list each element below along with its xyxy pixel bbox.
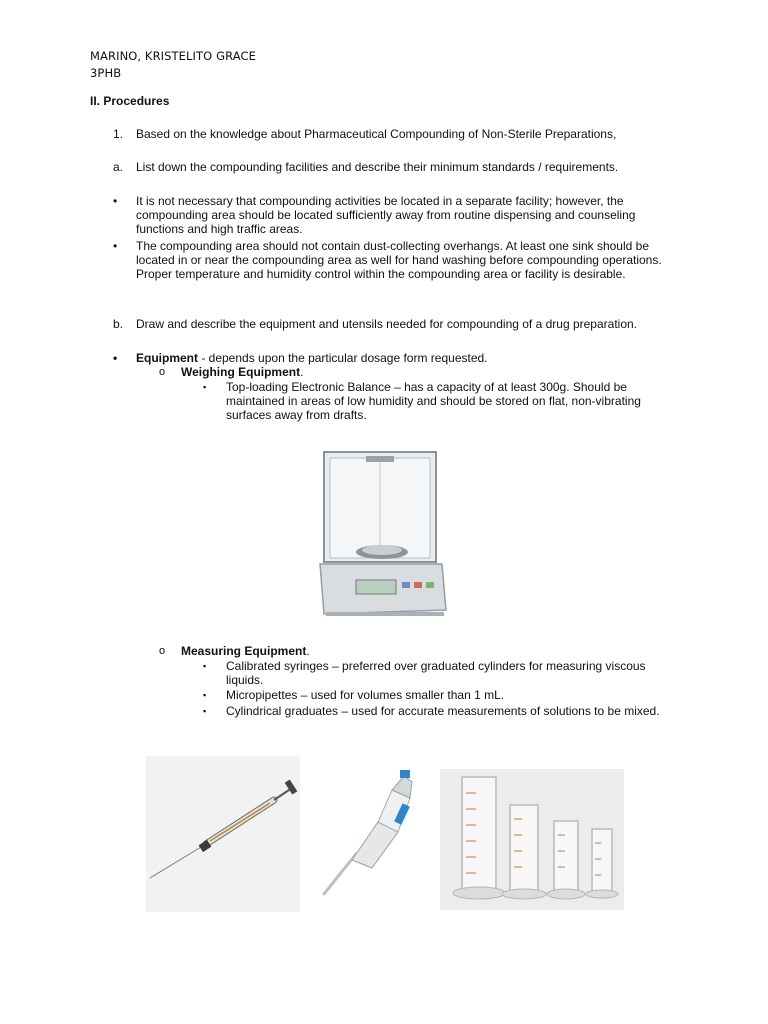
item-1-number: 1. xyxy=(113,127,124,141)
section-title: II. Procedures xyxy=(90,94,170,108)
bullet-marker: • xyxy=(113,194,118,208)
measuring-period: . xyxy=(306,644,310,658)
measuring-item-1: Calibrated syringes – preferred over graduated cylinders for measuring viscous liquids. xyxy=(226,659,646,687)
weighing-item-1: Top-loading Electronic Balance – has a capacity of at least 300g. Should be maintained in areas of low humidity and should be stored on flat, non-vibrating surfaces away from drafts. xyxy=(226,380,641,422)
measuring-label: Measuring Equipment xyxy=(181,644,307,658)
sub-bullet-marker: o xyxy=(159,366,166,378)
equipment-desc: - depends upon the particular dosage form requested. xyxy=(198,351,488,365)
square-bullet: ▪ xyxy=(203,382,207,392)
syringe-image xyxy=(146,756,300,912)
author-name: MARINO, KRISTELITO GRACE xyxy=(90,49,256,63)
measuring-item-2: Micropipettes – used for volumes smaller than 1 mL. xyxy=(226,688,505,702)
square-bullet: ▪ xyxy=(203,690,207,700)
measuring-heading xyxy=(181,644,310,658)
equipment-line xyxy=(136,351,696,365)
weighing-period: . xyxy=(300,365,304,379)
facility-bullet-1: It is not necessary that compounding activities be located in a separate facility; however, the compounding area should be located sufficiently away from routine dispensing and counseling functions and high traffic areas. xyxy=(136,194,636,236)
weighing-label: Weighing Equipment xyxy=(181,365,301,379)
micropipette-image xyxy=(312,770,436,902)
weighing-heading xyxy=(181,365,303,379)
item-1-text: Based on the knowledge about Pharmaceutical Compounding of Non-Sterile Preparations, xyxy=(136,127,617,141)
bullet-marker: • xyxy=(113,239,118,253)
item-a-label: a. xyxy=(113,160,124,174)
micropipette-drawing xyxy=(312,770,436,902)
equipment-label: Equipment xyxy=(136,351,198,365)
square-bullet: ▪ xyxy=(203,706,207,716)
facility-bullet-2: The compounding area should not contain dust-collecting overhangs. At least one sink should be located in or near the compounding area as well for hand washing before compounding operations. Proper temperature and humidity control within the compounding area or facility is desirable. xyxy=(136,239,662,281)
square-bullet: ▪ xyxy=(203,661,207,671)
item-b-label: b. xyxy=(113,317,124,331)
syringe-drawing xyxy=(146,756,300,912)
author-section: 3PHB xyxy=(90,66,122,80)
analytical-balance-image xyxy=(316,442,450,624)
measuring-item-3: Cylindrical graduates – used for accurate measurements of solutions to be mixed. xyxy=(226,704,660,718)
item-a-text: List down the compounding facilities and describe their minimum standards / requirements. xyxy=(136,160,619,174)
item-b-text: Draw and describe the equipment and utensils needed for compounding of a drug preparation. xyxy=(136,317,637,331)
graduated-cylinders-image xyxy=(440,769,624,910)
sub-bullet-marker: o xyxy=(159,645,166,657)
balance-drawing xyxy=(316,442,450,624)
cylinders-drawing xyxy=(440,769,624,910)
bullet-marker: • xyxy=(113,351,118,365)
